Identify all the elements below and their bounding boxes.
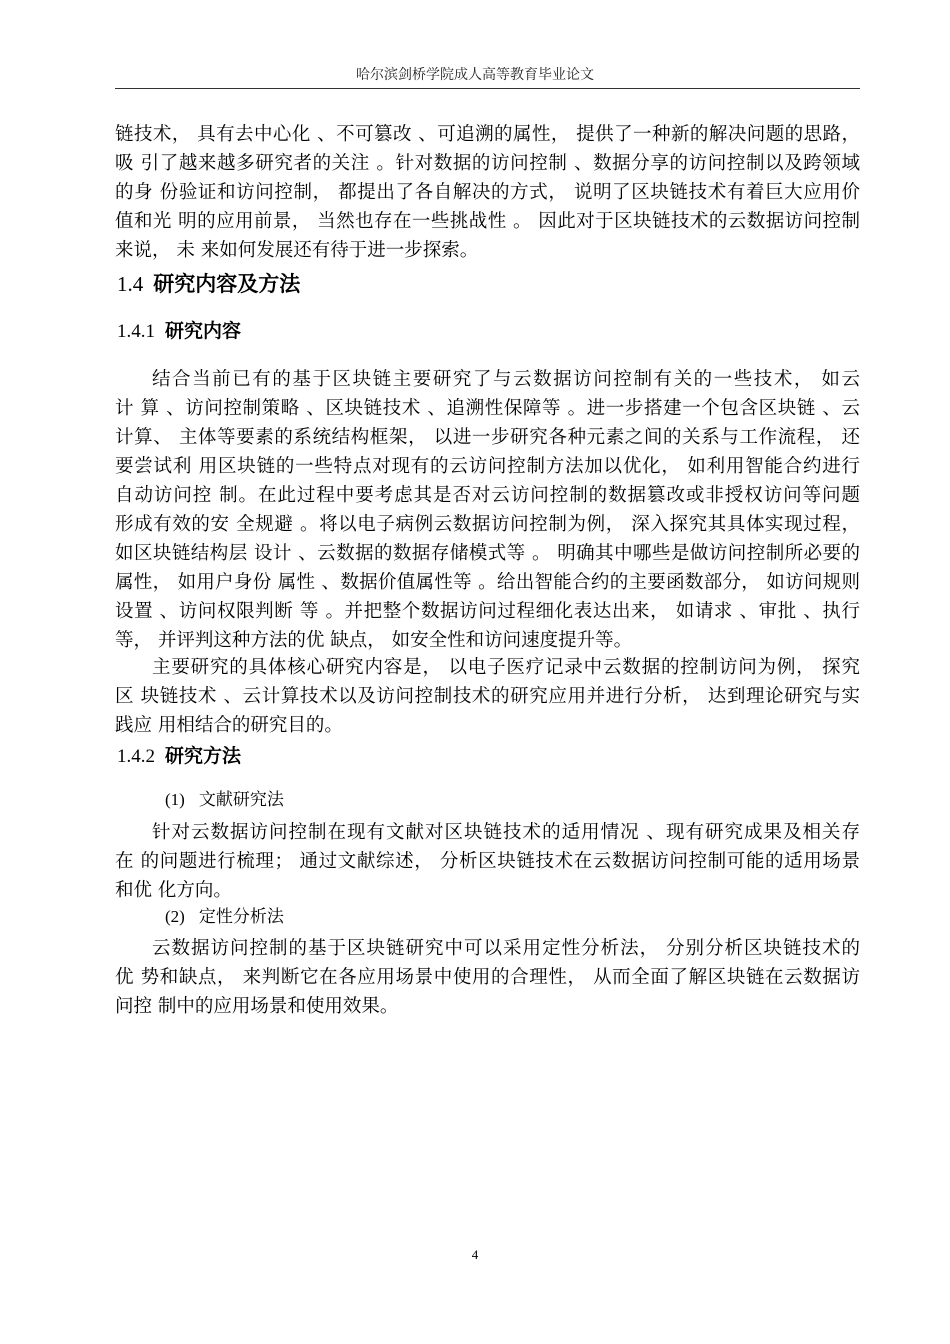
paragraph-line: 和优 化方向。 <box>115 880 232 901</box>
paragraph-line: 针对云数据访问控制在现有文献对区块链技术的适用情况 、现有研究成果及相关存 <box>152 822 860 843</box>
paragraph-line: 等， 并评判这种方法的优 缺点， 如安全性和访问速度提升等。 <box>115 630 633 651</box>
method-item-1 <box>165 786 284 814</box>
paragraph-line: 自动访问控 制。在此过程中要考虑其是否对云访问控制的数据篡改或非授权访问等问题 <box>115 485 860 506</box>
heading-number: 1.4.1 <box>117 321 155 342</box>
paragraph-line: 在 的问题进行梳理； 通过文献综述， 分析区块链技术在云数据访问控制可能的适用场景 <box>115 851 860 872</box>
item-number: (2) <box>165 907 185 926</box>
heading-title: 研究内容及方法 <box>153 272 301 296</box>
heading-1-4 <box>117 269 300 299</box>
header-divider <box>115 88 860 89</box>
paragraph-line: 如区块链结构层 设计 、云数据的数据存储模式等 。 明确其中哪些是做访问控制所必要的 <box>115 543 860 564</box>
paragraph-line: 要尝试利 用区块链的一些特点对现有的云访问控制方法加以优化， 如利用智能合约进行 <box>115 456 860 477</box>
heading-number: 1.4.2 <box>117 746 155 767</box>
item-title: 文献研究法 <box>198 790 284 810</box>
paragraph-line: 来说， 未 来如何发展还有待于进一步探索。 <box>115 240 479 261</box>
paragraph-line: 吸 引了越来越多研究者的关注 。针对数据的访问控制 、数据分享的访问控制以及跨领域 <box>115 153 860 174</box>
paragraph-line: 设置 、访问权限判断 等 。并把整个数据访问过程细化表达出来， 如请求 、审批 、执行 <box>115 601 860 622</box>
paragraph-line: 属性， 如用户身份 属性 、数据价值属性等 。给出智能合约的主要函数部分， 如访问规则 <box>115 572 860 593</box>
paragraph-line: 云数据访问控制的基于区块链研究中可以采用定性分析法， 分别分析区块链技术的 <box>152 938 860 959</box>
method-item-2 <box>165 903 284 931</box>
page-number: 4 <box>471 1247 479 1262</box>
item-number: (1) <box>165 790 185 809</box>
paragraph-line: 链技术， 具有去中心化 、不可篡改 、可追溯的属性， 提供了一种新的解决问题的思路， <box>115 124 860 145</box>
paragraph-line: 值和光 明的应用前景， 当然也存在一些挑战性 。 因此对于区块链技术的云数据访问控制 <box>115 211 860 232</box>
heading-1-4-1 <box>117 316 241 347</box>
item-title: 定性分析法 <box>198 907 284 927</box>
heading-title: 研究方法 <box>165 745 242 767</box>
paragraph-line: 践应 用相结合的研究目的。 <box>115 715 343 736</box>
paragraph-line: 形成有效的安 全规避 。将以电子病例云数据访问控制为例， 深入探究其具体实现过程， <box>115 514 860 535</box>
paragraph-line: 区 块链技术 、云计算技术以及访问控制技术的研究应用并进行分析， 达到理论研究与实 <box>115 686 860 707</box>
paragraph-line: 计算、 主体等要素的系统结构框架， 以进一步研究各种元素之间的关系与工作流程， 还 <box>115 427 860 448</box>
heading-title: 研究内容 <box>165 320 242 342</box>
heading-number: 1.4 <box>117 272 144 296</box>
paragraph-line: 主要研究的具体核心研究内容是， 以电子医疗记录中云数据的控制访问为例， 探究 <box>152 657 860 678</box>
paragraph-line: 计 算 、访问控制策略 、区块链技术 、追溯性保障等 。进一步搭建一个包含区块链 、云 <box>115 398 860 419</box>
paragraph-line: 结合当前已有的基于区块链主要研究了与云数据访问控制有关的一些技术， 如云 <box>152 369 860 390</box>
heading-1-4-2 <box>117 741 241 772</box>
running-header: 哈尔滨剑桥学院成人高等教育毕业论文 <box>356 67 594 83</box>
paragraph-line: 的身 份验证和访问控制， 都提出了各自解决的方式， 说明了区块链技术有着巨大应用价 <box>115 182 860 203</box>
paragraph-line: 优 势和缺点， 来判断它在各应用场景中使用的合理性， 从而全面了解区块链在云数据访 <box>115 967 860 988</box>
paragraph-line: 问控 制中的应用场景和使用效果。 <box>115 996 399 1017</box>
